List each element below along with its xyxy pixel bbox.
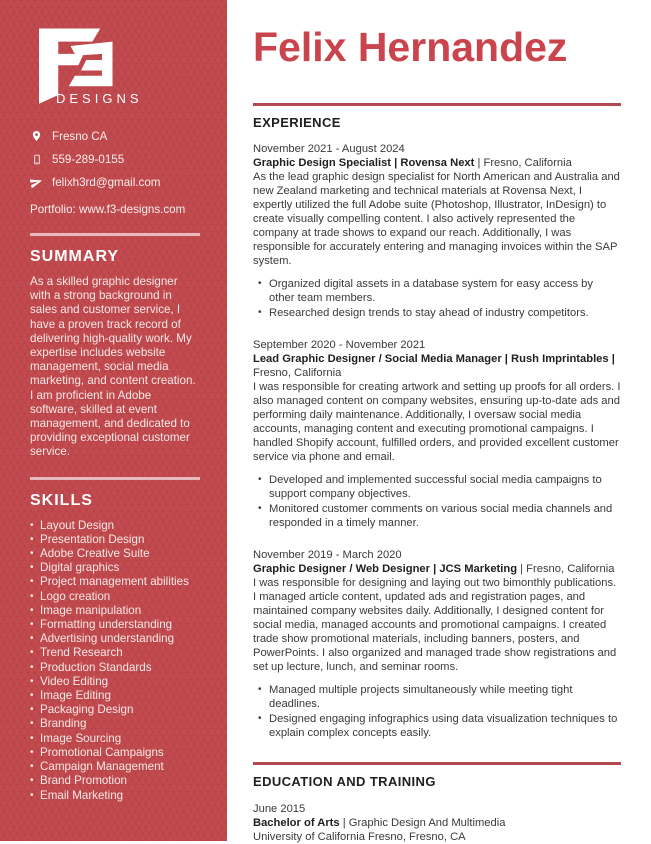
job-entry (253, 142, 621, 320)
section-divider (253, 762, 621, 765)
section-education (253, 774, 621, 844)
skill-item: • Packaging Design (30, 703, 201, 717)
contact-phone-text: 559-289-0155 (52, 152, 125, 166)
job-bullets (253, 683, 621, 740)
logo-designs-label: DESIGNS (56, 91, 143, 106)
job-entry (253, 548, 621, 740)
job-title: Graphic Designer / Web Designer | JCS Marketing | Fresno, California (253, 563, 615, 575)
job-description: As the lead graphic design specialist for North American and Australia and new Zealand marketing and technical materials at Rovensa Next, I expertly utilized the full Adobe suite (Photoshop, Illustrator, InDesign) to create visually compelling content. I also actively represented the company at trade shows to expand our reach. Additionally, I was responsible for accurately entering and managing invoices within the SAP system. (253, 171, 620, 267)
skill-item: • Logo creation (30, 590, 201, 604)
skill-item: • Image Sourcing (30, 732, 201, 746)
skill-item: • Promotional Campaigns (30, 746, 201, 760)
job-description: I was responsible for designing and laying out two bimonthly publications. I managed article content, updated ads and registration pages, and maintained company websites daily. Additionally, I designed content for social media, managed accounts and promotional campaigns. I created trade show promotional materials, including banners, posters, and PowerPoints. I also organized and managed trade show registrations and set up lecture, lunch, and seminar rooms. (253, 577, 617, 673)
portfolio-link: Portfolio: www.f3-designs.com (30, 203, 186, 216)
skill-item: • Project management abilities (30, 575, 201, 589)
page-title: Felix Hernandez (253, 24, 568, 70)
location-pin-icon (30, 129, 43, 143)
skill-item: • Video Editing (30, 675, 201, 689)
job-title: Graphic Design Specialist | Rovensa Next | Fresno, California (253, 157, 572, 169)
summary-text: As a skilled graphic designer with a strong background in sales and customer service, I have a proven track record of delivering high-quality work. My expertise includes website management, social media marketing, and content creation. I am proficient in Adobe software, skilled at event management, and dedicated to providing exceptional customer service. (30, 275, 196, 459)
mobile-phone-icon (30, 152, 43, 166)
job-bullets (253, 277, 621, 320)
skill-item: • Image manipulation (30, 604, 201, 618)
section-divider (253, 103, 621, 106)
bullet-item: • Designed engaging infographics using data visualization techniques to explain complex concepts easily. (258, 712, 621, 740)
skill-item: • Presentation Design (30, 533, 201, 547)
job-date: November 2019 - March 2020 (253, 549, 402, 561)
bullet-item: • Organized digital assets in a database system for easy access by other team members. (258, 277, 621, 305)
sidebar-divider (30, 477, 200, 480)
education-date: June 2015 (253, 803, 306, 815)
logo-f3-designs (30, 25, 201, 117)
contact-location-text: Fresno CA (52, 129, 108, 143)
job-entry (253, 338, 621, 530)
education-school: University of California Fresno, Fresno, CA (253, 831, 466, 843)
bullet-item: • Monitored customer comments on various social media channels and responded in a timely manner. (258, 502, 621, 530)
job-description: I was responsible for creating artwork and setting up proofs for all orders. I also managed content on company websites, ensuring up-to-date ads and performing daily maintenance. Additionally, I oversaw social media accounts, managing content and executing promotional campaigns. I handled Shopify account, fulfilled orders, and provided excellent customer service via phone and email. (253, 381, 621, 463)
skill-item: • Brand Promotion (30, 774, 201, 788)
contact-item-email (30, 175, 201, 189)
skills-heading: SKILLS (30, 491, 93, 509)
contact-email-text: felixh3rd@gmail.com (52, 175, 161, 189)
education-heading: EDUCATION AND TRAINING (253, 774, 436, 789)
sidebar-divider (30, 233, 200, 236)
experience-heading: EXPERIENCE (253, 115, 341, 130)
education-degree: Bachelor of Arts | Graphic Design And Multimedia (253, 817, 506, 829)
skill-item: • Branding (30, 717, 201, 731)
skill-item: • Adobe Creative Suite (30, 547, 201, 561)
paper-plane-icon (30, 175, 43, 189)
skill-item: • Production Standards (30, 661, 201, 675)
main-content (253, 0, 621, 844)
job-date: November 2021 - August 2024 (253, 143, 405, 155)
skill-item: • Campaign Management (30, 760, 201, 774)
sidebar (0, 0, 227, 841)
bullet-item: • Researched design trends to stay ahead of industry competitors. (258, 306, 621, 320)
skill-item: • Advertising understanding (30, 632, 201, 646)
skill-item: • Digital graphics (30, 561, 201, 575)
contact-item-phone (30, 152, 201, 166)
job-bullets (253, 473, 621, 530)
bullet-item: • Developed and implemented successful social media campaigns to support company objectives. (258, 473, 621, 501)
section-experience (253, 115, 621, 740)
skill-item: • Trend Research (30, 646, 201, 660)
skill-item: • Image Editing (30, 689, 201, 703)
job-date: September 2020 - November 2021 (253, 339, 426, 351)
contact-item-location (30, 129, 201, 143)
skill-item: • Layout Design (30, 519, 201, 533)
bullet-item: • Managed multiple projects simultaneously while meeting tight deadlines. (258, 683, 621, 711)
skills-list (30, 519, 201, 803)
contact-list (30, 129, 201, 189)
skill-item: • Email Marketing (30, 789, 201, 803)
summary-heading: SUMMARY (30, 248, 120, 265)
skill-item: • Formatting understanding (30, 618, 201, 632)
job-title: Lead Graphic Designer / Social Media Manager | Rush Imprintables | Fresno, California (253, 353, 615, 379)
